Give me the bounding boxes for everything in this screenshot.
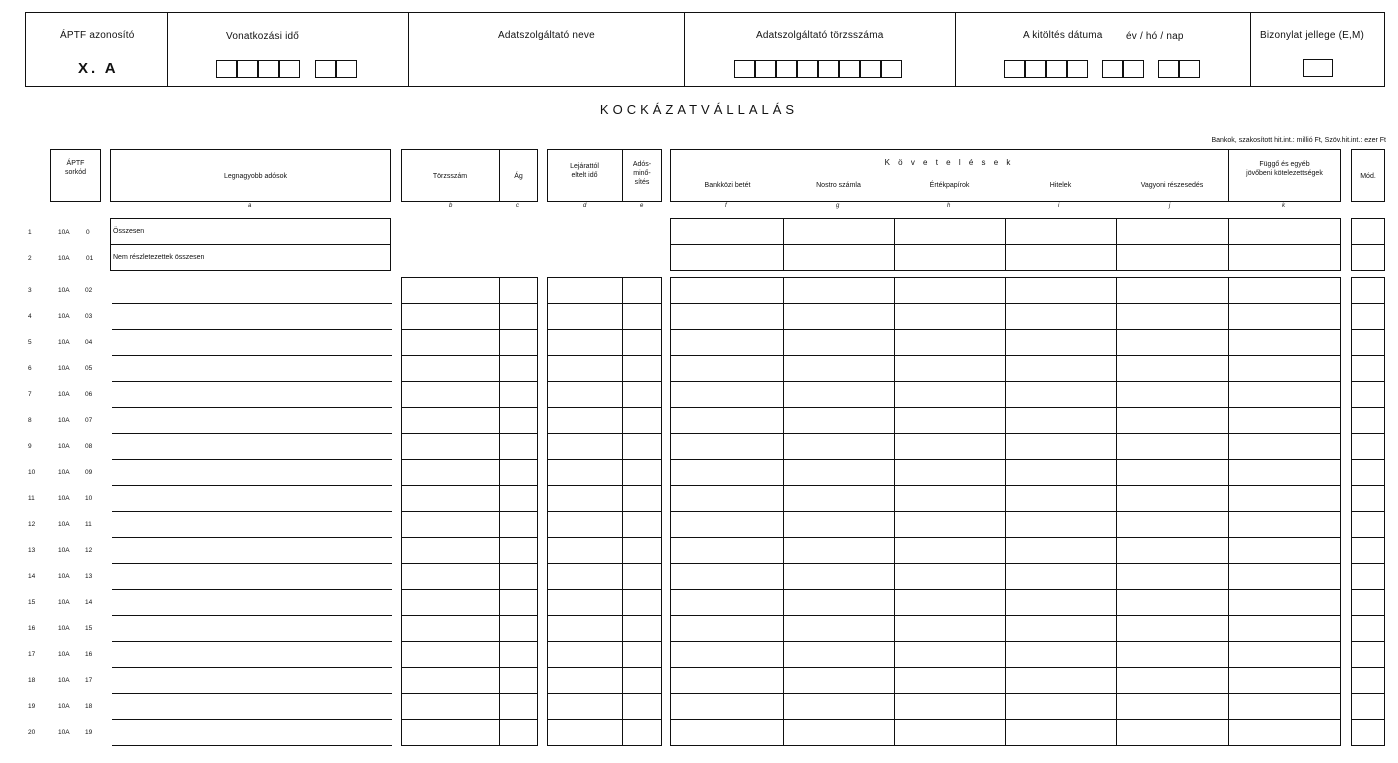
- period-year-boxes[interactable]: [216, 60, 300, 78]
- row-code: 10A: [58, 255, 70, 262]
- row-code: 10A: [58, 313, 70, 320]
- row-line: [1351, 433, 1385, 434]
- row-line: [1351, 719, 1385, 720]
- row-num: 7: [28, 391, 32, 398]
- row-num: 15: [28, 599, 36, 606]
- row-code: 10A: [58, 443, 70, 450]
- row-code: 10A: [58, 573, 70, 580]
- row-sub: 09: [85, 469, 93, 476]
- row-line: [1351, 485, 1385, 486]
- row-line: [1351, 693, 1385, 694]
- row-code: 10A: [58, 469, 70, 476]
- row-sub: 02: [85, 287, 93, 294]
- row-line: [547, 485, 662, 486]
- row-line: [670, 485, 1341, 486]
- row-line: [401, 693, 538, 694]
- row-num: 13: [28, 547, 36, 554]
- fill-date-day-boxes[interactable]: [1158, 60, 1204, 78]
- row-num: 10: [28, 469, 36, 476]
- row-num: 11: [28, 495, 35, 502]
- debtor-name-line[interactable]: [112, 641, 392, 642]
- row-code: 10A: [58, 599, 70, 606]
- col-ag: Ág: [514, 173, 523, 180]
- col-divider: [1116, 218, 1117, 271]
- row-num: 5: [28, 339, 32, 346]
- row-label-total: Összesen: [113, 228, 145, 235]
- row-num: 8: [28, 417, 32, 424]
- row-sub: 17: [85, 677, 93, 684]
- row-line: [670, 719, 1341, 720]
- row-sub: 15: [85, 625, 93, 632]
- row-sub: 12: [85, 547, 93, 554]
- period-label: Vonatkozási idő: [226, 31, 300, 42]
- row-num: 12: [28, 521, 36, 528]
- debtor-name-line[interactable]: [112, 719, 392, 720]
- doc-type-box[interactable]: [1303, 59, 1333, 77]
- row-line: [670, 303, 1341, 304]
- provider-name-field[interactable]: [412, 45, 680, 83]
- row-line: [1351, 589, 1385, 590]
- row-line: [547, 355, 662, 356]
- form-title: KOCKÁZATVÁLLALÁS: [599, 102, 799, 117]
- row-line: [670, 641, 1341, 642]
- row-line: [401, 511, 538, 512]
- debtor-name-line[interactable]: [112, 459, 392, 460]
- col-kovetelesek: K ö v e t e l é s e k: [884, 158, 1014, 167]
- row-line: [1351, 244, 1385, 245]
- col-ertekpapirok: Értékpapírok: [929, 182, 970, 189]
- row-line: [670, 667, 1341, 668]
- row-code: 10A: [58, 365, 70, 372]
- col-adosminosites: Adós- minő- sítés: [632, 161, 652, 186]
- row-sub: 11: [85, 521, 92, 528]
- col-legnagyobb: Legnagyobb adósok: [223, 173, 288, 180]
- debtor-name-line[interactable]: [112, 485, 392, 486]
- row-line: [547, 511, 662, 512]
- row-num: 2: [28, 255, 32, 262]
- row-num: 9: [28, 443, 32, 450]
- col-mod: Mód.: [1360, 173, 1376, 180]
- row-line: [670, 329, 1341, 330]
- provider-name-label: Adatszolgáltató neve: [498, 30, 595, 41]
- debtor-name-line[interactable]: [112, 667, 392, 668]
- row-sub: 06: [85, 391, 93, 398]
- row-code: 10A: [58, 339, 70, 346]
- row-sub: 10: [85, 495, 93, 502]
- row-code: 10A: [58, 417, 70, 424]
- row-code: 10A: [58, 651, 70, 658]
- col-nostro: Nostro számla: [816, 182, 861, 189]
- row-num: 18: [28, 677, 36, 684]
- row-line: [401, 641, 538, 642]
- row-line: [1351, 511, 1385, 512]
- unit-note: Bankok, szakosított hit.int.: millió Ft, Szöv.hit.int.: ezer Ft: [1211, 137, 1386, 144]
- period-month-boxes[interactable]: [315, 60, 359, 78]
- row-code: 10A: [58, 521, 70, 528]
- fill-date-year-boxes[interactable]: [1004, 60, 1090, 78]
- col-aptf-sorkod: ÁPTF sorkód: [64, 160, 86, 176]
- row-line: [401, 485, 538, 486]
- row-line: [547, 667, 662, 668]
- col-fuggo: Függő és egyéb jövőbeni kötelezettségek: [1246, 161, 1323, 177]
- row-sub: 16: [85, 651, 93, 658]
- row-line: [401, 589, 538, 590]
- row-line: [547, 433, 662, 434]
- col-letter: d: [583, 203, 587, 209]
- row-sub: 14: [85, 599, 93, 606]
- row-sub: 05: [85, 365, 93, 372]
- row-line: [401, 615, 538, 616]
- debtor-name-line[interactable]: [112, 407, 392, 408]
- row-sub: 01: [86, 255, 94, 262]
- row-num: 1: [28, 229, 32, 236]
- row-line: [547, 303, 662, 304]
- col-letter: c: [516, 203, 519, 209]
- row-line: [547, 615, 662, 616]
- fill-date-month-boxes[interactable]: [1102, 60, 1148, 78]
- debtor-name-line[interactable]: [112, 615, 392, 616]
- debtor-name-line[interactable]: [112, 563, 392, 564]
- debtor-name-line[interactable]: [112, 329, 392, 330]
- row-code: 10A: [58, 495, 70, 502]
- row-line: [670, 511, 1341, 512]
- header-divider: [955, 12, 956, 87]
- col-divider: [1005, 218, 1006, 271]
- row-line: [110, 244, 391, 245]
- debtor-name-line[interactable]: [112, 537, 392, 538]
- row-line: [401, 407, 538, 408]
- row-line: [670, 407, 1341, 408]
- col-lejarattol: Lejárattól eltelt idő: [570, 163, 599, 179]
- col-letter: e: [640, 203, 644, 209]
- row-line: [547, 589, 662, 590]
- row-line: [1351, 537, 1385, 538]
- row-line: [1351, 381, 1385, 382]
- row-line: [401, 381, 538, 382]
- col-hitelek: Hitelek: [1049, 182, 1072, 189]
- row-line: [401, 303, 538, 304]
- row-num: 20: [28, 729, 36, 736]
- row-line: [547, 381, 662, 382]
- col-bankkozi: Bankközi betét: [704, 182, 751, 189]
- row-line: [401, 563, 538, 564]
- col-letter: f: [725, 203, 727, 209]
- row-code: 10A: [58, 229, 70, 236]
- debtor-name-line[interactable]: [112, 433, 392, 434]
- row-num: 3: [28, 287, 32, 294]
- row-line: [670, 381, 1341, 382]
- header-divider: [684, 12, 685, 87]
- row-line: [547, 641, 662, 642]
- row-line: [1351, 667, 1385, 668]
- row-line: [1351, 615, 1385, 616]
- col-letter: j: [1169, 203, 1171, 209]
- row-num: 6: [28, 365, 32, 372]
- row-line: [401, 667, 538, 668]
- row-num: 16: [28, 625, 36, 632]
- row-code: 10A: [58, 625, 70, 632]
- row-sub: 19: [85, 729, 93, 736]
- col-letter: k: [1282, 203, 1285, 209]
- row-sub: 18: [85, 703, 93, 710]
- row-num: 19: [28, 703, 36, 710]
- row-line: [401, 433, 538, 434]
- col-letter: a: [248, 203, 252, 209]
- row-code: 10A: [58, 547, 70, 554]
- row-line: [670, 563, 1341, 564]
- row-line: [401, 355, 538, 356]
- col-divider: [894, 218, 895, 271]
- row-num: 17: [28, 651, 36, 658]
- row-line: [670, 589, 1341, 590]
- header-divider: [408, 12, 409, 87]
- row-line: [547, 563, 662, 564]
- fill-date-label: A kitöltés dátuma: [1023, 30, 1103, 41]
- row-line: [670, 615, 1341, 616]
- row-line: [670, 433, 1341, 434]
- row-line: [401, 459, 538, 460]
- row-sub: 13: [85, 573, 93, 580]
- row-sub: 03: [85, 313, 93, 320]
- col-letter: g: [836, 203, 840, 209]
- row-line: [547, 537, 662, 538]
- row-line: [547, 693, 662, 694]
- row-line: [1351, 329, 1385, 330]
- row-line: [547, 719, 662, 720]
- debtor-name-line[interactable]: [112, 745, 392, 746]
- row-code: 10A: [58, 703, 70, 710]
- row-sub: 0: [86, 229, 90, 236]
- row-line: [1351, 303, 1385, 304]
- row-num: 14: [28, 573, 36, 580]
- row-num: 4: [28, 313, 32, 320]
- aptf-id-value: X. A: [78, 60, 119, 77]
- header-divider: [167, 12, 168, 87]
- row-code: 10A: [58, 391, 70, 398]
- header-divider: [1250, 12, 1251, 87]
- row-sub: 08: [85, 443, 93, 450]
- row-line: [670, 537, 1341, 538]
- row-line: [1351, 563, 1385, 564]
- row-line: [547, 459, 662, 460]
- col-letter: b: [449, 203, 453, 209]
- debtor-name-line[interactable]: [112, 381, 392, 382]
- row-line: [1351, 459, 1385, 460]
- col-torzsszam: Törzsszám: [432, 173, 468, 180]
- row-line: [670, 693, 1341, 694]
- row-line: [401, 719, 538, 720]
- col-letter: i: [1058, 203, 1060, 209]
- row-sub: 07: [85, 417, 93, 424]
- provider-id-boxes[interactable]: [734, 60, 906, 78]
- fill-date-format: év / hó / nap: [1126, 31, 1184, 42]
- row-line: [670, 459, 1341, 460]
- col-divider: [1228, 218, 1229, 271]
- row-line: [1351, 641, 1385, 642]
- debtor-name-line[interactable]: [112, 589, 392, 590]
- doc-type-label: Bizonylat jellege (E,M): [1260, 30, 1365, 41]
- row-line: [401, 537, 538, 538]
- col-vagyoni: Vagyoni részesedés: [1140, 182, 1204, 189]
- debtor-name-line[interactable]: [112, 511, 392, 512]
- debtor-name-line[interactable]: [112, 355, 392, 356]
- row-line: [1351, 355, 1385, 356]
- row-line: [401, 329, 538, 330]
- row-line: [1351, 407, 1385, 408]
- row-line: [547, 329, 662, 330]
- row-code: 10A: [58, 287, 70, 294]
- aptf-id-label: ÁPTF azonosító: [60, 30, 135, 41]
- debtor-name-line[interactable]: [112, 693, 392, 694]
- col-letter: h: [947, 203, 951, 209]
- debtor-name-line[interactable]: [112, 303, 392, 304]
- row-line: [547, 407, 662, 408]
- row-label-unitemized: Nem részletezettek összesen: [113, 254, 205, 261]
- row-code: 10A: [58, 729, 70, 736]
- row-sub: 04: [85, 339, 93, 346]
- row-line: [670, 355, 1341, 356]
- provider-id-label: Adatszolgáltató törzsszáma: [756, 30, 884, 41]
- col-divider: [783, 218, 784, 271]
- row-code: 10A: [58, 677, 70, 684]
